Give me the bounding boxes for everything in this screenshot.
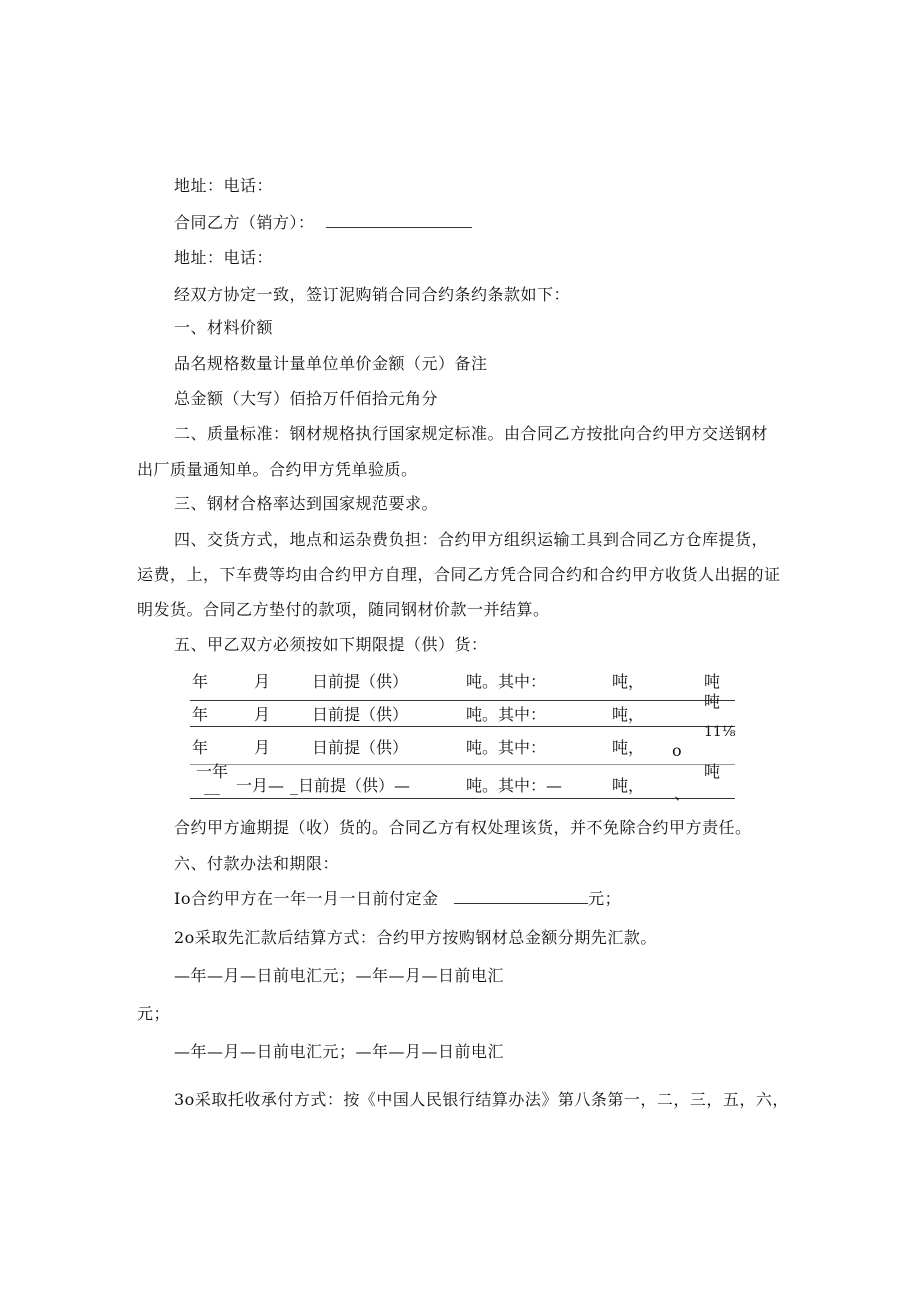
row1-ton2: 吨， xyxy=(612,672,645,691)
deposit-blank xyxy=(454,889,588,904)
sec6-remit1-end: 元； xyxy=(137,1004,171,1023)
row4-ton: 吨。其中：— xyxy=(466,776,563,795)
row4-mark: 、 xyxy=(674,784,691,803)
party-a-address: 地址：电话： xyxy=(174,176,274,195)
sec5-title: 五、甲乙双方必须按如下期限提（供）货： xyxy=(174,635,488,654)
row4-year-top: 一年 xyxy=(196,762,229,781)
intro-text: 经双方协定一致，签订泥购销合同合约条约条款如下： xyxy=(174,285,571,304)
row3-ton: 吨。其中： xyxy=(466,738,547,757)
sec6-remit1: —年—月—日前电汇元；—年—月—日前电汇 xyxy=(174,966,505,985)
row2-year: 年 xyxy=(192,705,209,724)
row2-ton2: 吨， xyxy=(612,705,645,724)
sec4-line2: 运费，上，下车费等均由合约甲方自理，合同乙方凭合同合约和合约甲方收货人出据的证 xyxy=(137,565,781,584)
row4-ton2: 吨， xyxy=(612,776,645,795)
sec6-remit2: —年—月—日前电汇元；—年—月—日前电汇 xyxy=(174,1042,505,1061)
sec6-item1-text: Io合约甲方在一年一月一日前付定金 xyxy=(174,889,439,908)
sec1-title: 一、材料价额 xyxy=(174,318,274,337)
sec6-title: 六、付款办法和期限： xyxy=(174,854,340,873)
row3-ton3: 11⅛ xyxy=(704,724,736,740)
row1-year: 年 xyxy=(192,672,209,691)
row4-year-bot: __ xyxy=(204,776,220,795)
row3-ton2: 吨， xyxy=(612,738,645,757)
row3-day: 日前提（供） xyxy=(312,738,409,757)
row3-mark: o xyxy=(672,741,682,760)
sec1-header: 品名规格数量计量单位单价金额（元）备注 xyxy=(174,354,488,373)
schedule-row-2 xyxy=(190,692,735,727)
row3-month: 月 xyxy=(254,738,271,757)
sec2-line2: 出厂质量通知单。合约甲方凭单验质。 xyxy=(137,460,418,479)
row4-month: 一月— xyxy=(236,776,285,795)
row1-month: 月 xyxy=(254,672,271,691)
schedule-row-3 xyxy=(190,726,735,765)
row1-ton3: 吨 xyxy=(704,672,721,691)
row1-day: 日前提（供） xyxy=(312,672,409,691)
row2-month: 月 xyxy=(254,705,271,724)
row4-ton3: 吨 xyxy=(704,762,721,781)
party-b-label xyxy=(174,213,472,233)
row1-ton: 吨。其中： xyxy=(466,672,547,691)
sec5-note: 合约甲方逾期提（收）货的。合同乙方有权处理该货，并不免除合约甲方责任。 xyxy=(174,818,752,837)
row2-ton: 吨。其中： xyxy=(466,705,547,724)
sec4-line3: 明发货。合同乙方垫付的款项，随同钢材价款一并结算。 xyxy=(137,600,550,619)
sec6-item1 xyxy=(174,889,621,909)
sec2-line1: 二、质量标准：钢材规格执行国家规定标准。由合同乙方按批向合约甲方交送钢材 xyxy=(174,424,769,443)
row4-day: _日前提（供）— xyxy=(290,776,411,795)
row2-ton3: 吨 xyxy=(704,692,721,711)
row3-year: 年 xyxy=(192,738,209,757)
sec6-item3: 3o采取托收承付方式：按《中国人民银行结算办法》第八条第一，二，三，五，六， xyxy=(174,1090,789,1109)
sec3-text: 三、钢材合格率达到国家规范要求。 xyxy=(174,494,439,513)
sec1-total: 总金额（大写）佰拾万仟佰拾元角分 xyxy=(174,389,439,408)
sec6-item1-unit: 元； xyxy=(588,889,622,908)
sec6-item2: 2o采取先汇款后结算方式：合约甲方按购钢材总金额分期先汇款。 xyxy=(174,928,657,947)
schedule-row-4 xyxy=(190,762,735,803)
party-b-address: 地址：电话： xyxy=(174,248,274,267)
schedule-row-1 xyxy=(190,668,735,701)
row2-day: 日前提（供） xyxy=(312,705,409,724)
sec4-line1: 四、交货方式，地点和运杂费负担：合约甲方组织运输工具到合同乙方仓库提货， xyxy=(174,530,769,549)
party-b-label-text: 合同乙方（销方）： xyxy=(174,213,315,232)
delivery-schedule xyxy=(190,668,736,803)
party-b-blank xyxy=(326,213,472,228)
